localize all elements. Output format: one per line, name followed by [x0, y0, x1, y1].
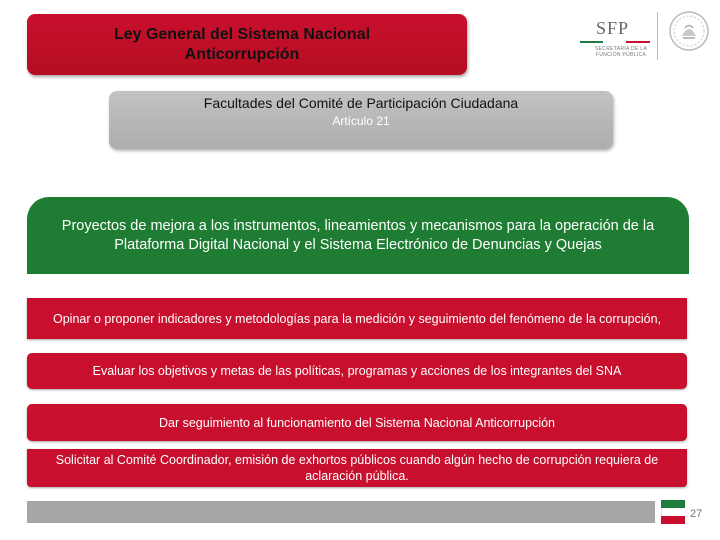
faculty-item-text: Evaluar los objetivos y metas de las políticas, programas y acciones de los integrantes del SNA: [92, 364, 622, 378]
committee-faculties-title: Facultades del Comité de Participación Ciudadana: [203, 95, 519, 111]
law-title: Ley General del Sistema Nacional Anticorrupción: [113, 25, 371, 63]
sfp-logo: [568, 10, 718, 70]
mexico-seal-icon: [668, 10, 710, 52]
faculty-item-text: Dar seguimiento al funcionamiento del Sistema Nacional Anticorrupción: [158, 415, 556, 430]
sfp-logo-subtitle: SECRETARÍA DE LA FUNCIÓN PÚBLICA: [595, 46, 647, 58]
tricolor-flag-icon: [661, 500, 685, 524]
logo-divider: [657, 12, 658, 60]
sfp-logo-text: SFP: [596, 18, 630, 38]
article-reference: Artículo 21: [332, 114, 390, 128]
law-title-banner: [27, 14, 467, 75]
faculty-item-follow-up: [27, 404, 687, 441]
faculty-item-platform-projects: [27, 197, 689, 274]
faculty-item-text: Solicitar al Comité Coordinador, emisión de exhortos públicos cuando algún hecho de corrupción requiera de aclaración pública.: [55, 453, 659, 483]
faculty-item-text: Opinar o proponer indicadores y metodologías para la medición y seguimiento del fenómeno de la corrupción,: [53, 311, 661, 326]
committee-faculties-header: [109, 91, 613, 149]
faculty-item-indicators: [27, 298, 687, 339]
faculty-item-text: Proyectos de mejora a los instrumentos, lineamientos y mecanismos para la operación de la Plataforma Digital Nacional y el Sistema Electrónico de Denuncias y Quejas: [61, 217, 655, 253]
faculty-item-public-exhortations: [27, 449, 687, 487]
faculty-item-evaluate-objectives: [27, 353, 687, 389]
sfp-logo-tricolor-bar: [580, 41, 650, 43]
footer-bar: [27, 501, 655, 523]
page-number: 27: [690, 508, 703, 520]
